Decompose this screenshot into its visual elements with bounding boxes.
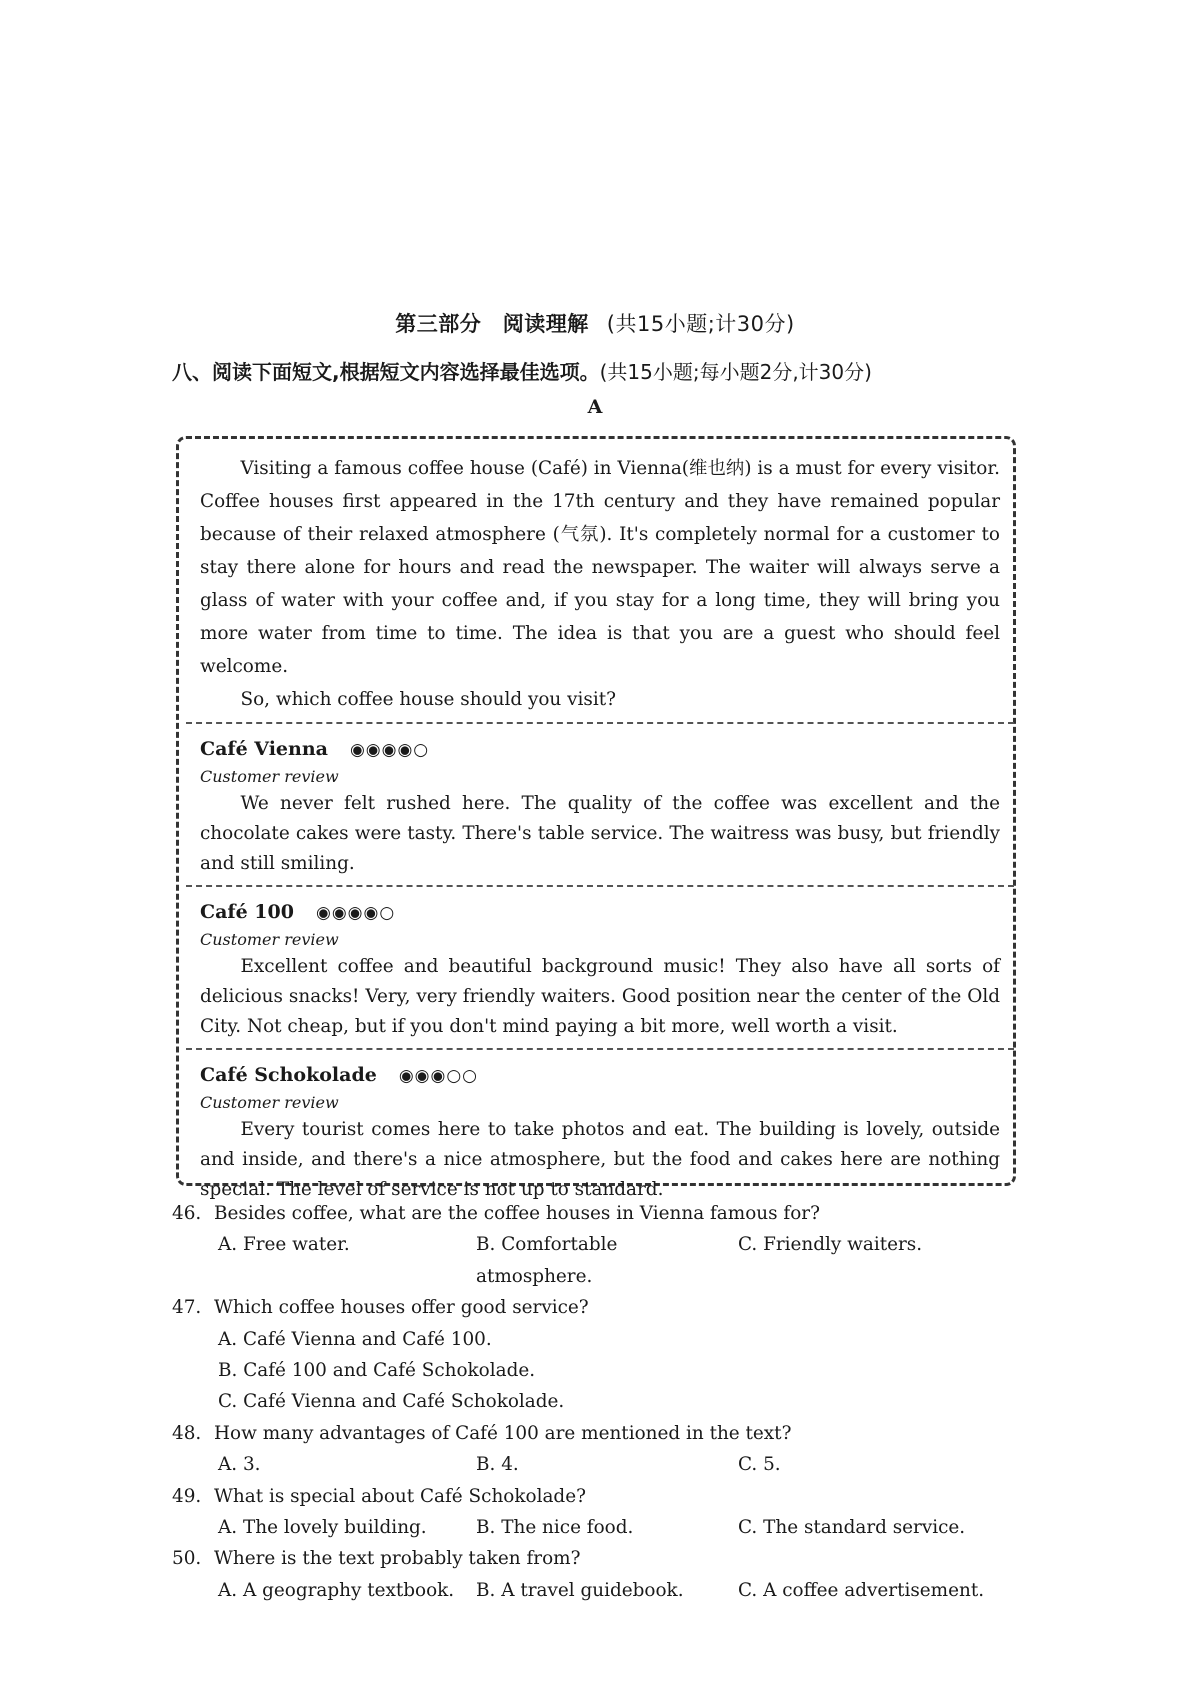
question-stem [172, 1198, 1032, 1229]
question-text: Which coffee houses offer good service? [214, 1297, 589, 1319]
cafe-block-100 [200, 897, 1000, 1042]
cafe-block-schokolade [200, 1060, 1000, 1205]
question-stem [172, 1292, 1032, 1323]
question-49 [172, 1481, 1032, 1544]
question-number: 50. [172, 1548, 202, 1570]
cafe-heading [200, 897, 1000, 928]
option-b[interactable]: B. A travel guidebook. [476, 1579, 684, 1601]
option-row [218, 1229, 1032, 1292]
option-a[interactable]: A. Free water. [218, 1234, 350, 1256]
question-text: Where is the text probably taken from? [214, 1548, 581, 1570]
option-row [218, 1512, 1032, 1543]
option-b[interactable]: B. Comfortable atmosphere. [476, 1234, 618, 1287]
question-47 [172, 1292, 1032, 1418]
question-48 [172, 1418, 1032, 1481]
question-46 [172, 1198, 1032, 1292]
passage-label: A [587, 396, 603, 418]
reading-passage [200, 452, 1000, 1205]
review-text: Excellent coffee and beautiful background music! They also have all sorts of delicious snacks! Very, very friendly waiters. Good position near the center of the Old City. Not cheap, but if you don't mind paying a bit more, well worth a visit. [200, 956, 1000, 1037]
dashed-divider [186, 722, 1014, 724]
question-50 [172, 1543, 1032, 1606]
option-row [218, 1575, 1032, 1606]
intro-paragraph-2: So, which coffee house should you visit? [240, 689, 616, 710]
cafe-heading [200, 1060, 1000, 1091]
rating-icons: ◉◉◉◉○ [349, 740, 430, 760]
instruction-points: (共15小题;每小题2分,计30分) [599, 360, 872, 384]
section-instruction [172, 356, 1052, 385]
option-row [218, 1449, 1032, 1480]
option-b[interactable]: B. Café 100 and Café Schokolade. [218, 1360, 536, 1382]
review-label: Customer review [200, 1093, 339, 1112]
cafe-name: Café Vienna [200, 738, 328, 760]
option-a[interactable]: A. 3. [218, 1454, 261, 1476]
dashed-divider [186, 885, 1014, 887]
cafe-block-vienna [200, 734, 1000, 879]
option-c[interactable]: C. Café Vienna and Café Schokolade. [218, 1391, 565, 1413]
option-b[interactable]: B. 4. [476, 1454, 519, 1476]
rating-icons: ◉◉◉◉○ [315, 903, 396, 923]
instruction-text: 八、阅读下面短文,根据短文内容选择最佳选项。 [172, 360, 600, 384]
cafe-name: Café Schokolade [200, 1064, 377, 1086]
part-title-sub: (共15小题;计30分) [606, 312, 795, 336]
review-text: We never felt rushed here. The quality of the coffee was excellent and the chocolate cakes were tasty. There's table service. The waitress was busy, but friendly and still smiling. [200, 793, 1000, 874]
option-c[interactable]: C. A coffee advertisement. [738, 1579, 985, 1601]
option-column [218, 1324, 1032, 1418]
option-a[interactable]: A. A geography textbook. [218, 1579, 455, 1601]
question-number: 47. [172, 1297, 202, 1319]
question-number: 48. [172, 1422, 202, 1444]
part-title [0, 308, 1190, 338]
review-label: Customer review [200, 767, 339, 786]
question-number: 49. [172, 1485, 202, 1507]
question-list [172, 1198, 1032, 1606]
option-c[interactable]: C. 5. [738, 1454, 781, 1476]
option-c[interactable]: C. The standard service. [738, 1517, 966, 1539]
question-text: How many advantages of Café 100 are mentioned in the text? [214, 1422, 792, 1444]
dashed-divider [186, 1048, 1014, 1050]
option-a[interactable]: A. The lovely building. [218, 1517, 427, 1539]
intro-paragraph-1: Visiting a famous coffee house (Café) in Vienna(维也纳) is a must for every visitor. Coffee houses first appeared in the 17th century and they have remained popular because of their relaxed atmosphere (气氛). It's completely normal for a customer to stay there alone for hours and read the newspaper. The waiter will always serve a glass of water with your coffee and, if you stay for a long time, they will bring you more water from time to time. The idea is that you are a guest who should feel welcome. [200, 458, 1000, 677]
question-stem [172, 1481, 1032, 1512]
option-b[interactable]: B. The nice food. [476, 1517, 634, 1539]
review-text: Every tourist comes here to take photos and eat. The building is lovely, outside and inside, and there's a nice atmosphere, but the food and cakes here are nothing special. The level of service is not up to standard. [200, 1119, 1000, 1200]
cafe-name: Café 100 [200, 901, 294, 923]
review-label: Customer review [200, 930, 339, 949]
option-c[interactable]: C. Friendly waiters. [738, 1234, 923, 1256]
question-stem [172, 1543, 1032, 1574]
cafe-heading [200, 734, 1000, 765]
question-stem [172, 1418, 1032, 1449]
question-text: What is special about Café Schokolade? [214, 1485, 586, 1507]
option-a[interactable]: A. Café Vienna and Café 100. [218, 1328, 492, 1350]
question-number: 46. [172, 1203, 202, 1224]
question-text: Besides coffee, what are the coffee houses in Vienna famous for? [214, 1203, 820, 1224]
part-title-main: 第三部分 阅读理解 [395, 312, 589, 336]
rating-icons: ◉◉◉○○ [398, 1066, 478, 1086]
